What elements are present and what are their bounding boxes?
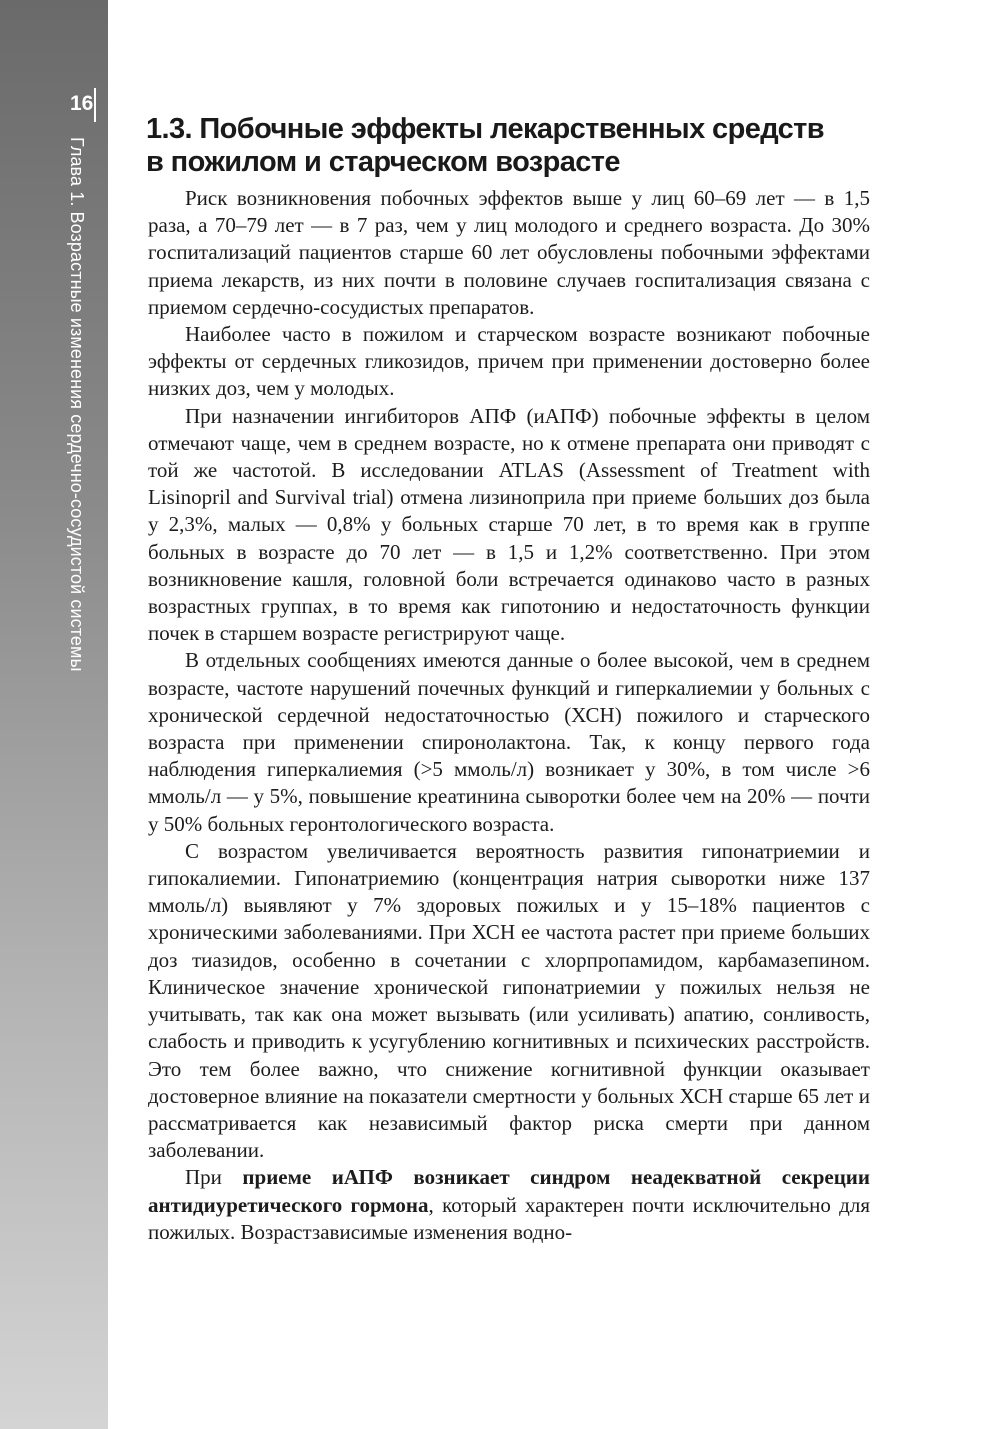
paragraph-5: С возрастом увеличивается вероятность развития гипонатриемии и гипокалиемии. Гипонатриемию (концентрация натрия сыворотки ниже 137 ммоль/л) выявляют у 7% здоровых пожилых и у 15–18% пациентов с хроническими заболеваниями. При ХСН ее частота растет при приеме больших доз тиазидов, особенно в сочетании с хлорпропамидом, карбамазепином. Клиническое значение хронической гипонатриемии у пожилых нельзя не учитывать, так как она может вызывать (или усиливать) апатию, сонливость, слабость и приводить к усугублению когнитивных и психических расстройств. Это тем более важно, что снижение когнитивной функции оказывает достоверное влияние на показатели смертности у больных ХСН старше 65 лет и рассматривается как независимый фактор риска смерти при данном заболевании. <box>148 838 870 1163</box>
body-text <box>148 185 870 1246</box>
paragraph-4: В отдельных сообщениях имеются данные о более высокой, чем в среднем возрасте, частоте нарушений почечных функций и гиперкалиемии у больных с хронической сердечной недостаточностью (ХСН) пожилого и старческого возраста при применении спиронолактона. Так, к концу первого года наблюдения гиперкалиемия (>5 ммоль/л) возникает у 30%, в том числе >6 ммоль/л — у 5%, повышение креатинина сыворотки более чем на 20% — почти у 50% больных геронтологического возраста. <box>148 648 870 836</box>
paragraph-3: При назначении ингибиторов АПФ (иАПФ) побочные эффекты в целом отмечают чаще, чем в среднем возрасте, но к отмене препарата они приводят с той же частотой. В исследовании ATLAS (Assessment of Treatment with Lisinopril and Survival trial) отмена лизиноприла при приеме больших доз была у 2,3%, малых — 0,8% у больных старше 70 лет, в то время как в группе больных в возрасте до 70 лет — в 1,5 и 1,2% соответственно. При этом возникновение кашля, головной боли встречается одинаково часто в разных возрастных группах, в то время как гипотонию и недостаточность функции почек в старшем возрасте регистрируют чаще. <box>148 403 870 646</box>
paragraph-2: Наиболее часто в пожилом и старческом возрасте возникают побочные эффекты от сердечных гликозидов, причем при применении достоверно более низких доз, чем у молодых. <box>148 322 870 401</box>
section-heading-line-2: в пожилом и старческом возрасте <box>146 146 620 178</box>
chapter-running-title: Глава 1. Возрастные изменения сердечно-сосудистой системы <box>67 137 87 672</box>
section-heading-line-1: 1.3. Побочные эффекты лекарственных средств <box>146 113 825 145</box>
paragraph-6-tail: , который характерен почти исключительно для пожилых. Возрастзависимые изменения водно- <box>148 1192 870 1244</box>
paragraph-1: Риск возникновения побочных эффектов выше у лиц 60–69 лет — в 1,5 раза, а 70–79 лет — в 7 раз, чем у лиц молодого и среднего возраста. До 30% госпитализаций пациентов старше 60 лет обусловлены побочными эффектами приема лекарств, из них почти в половине случаев госпитализация связана с приемом сердечно-сосудистых препаратов. <box>148 186 870 319</box>
page-number: 16 <box>70 92 94 115</box>
paragraph-6 <box>148 1164 870 1246</box>
page-number-divider <box>94 88 96 122</box>
paragraph-6-bold: приеме иАПФ возникает синдром неадекватной секреции антидиуретического гормона <box>148 1165 870 1217</box>
section-heading <box>146 113 906 179</box>
paragraph-6-lead: При <box>185 1165 243 1190</box>
side-margin-strip <box>0 0 108 1429</box>
